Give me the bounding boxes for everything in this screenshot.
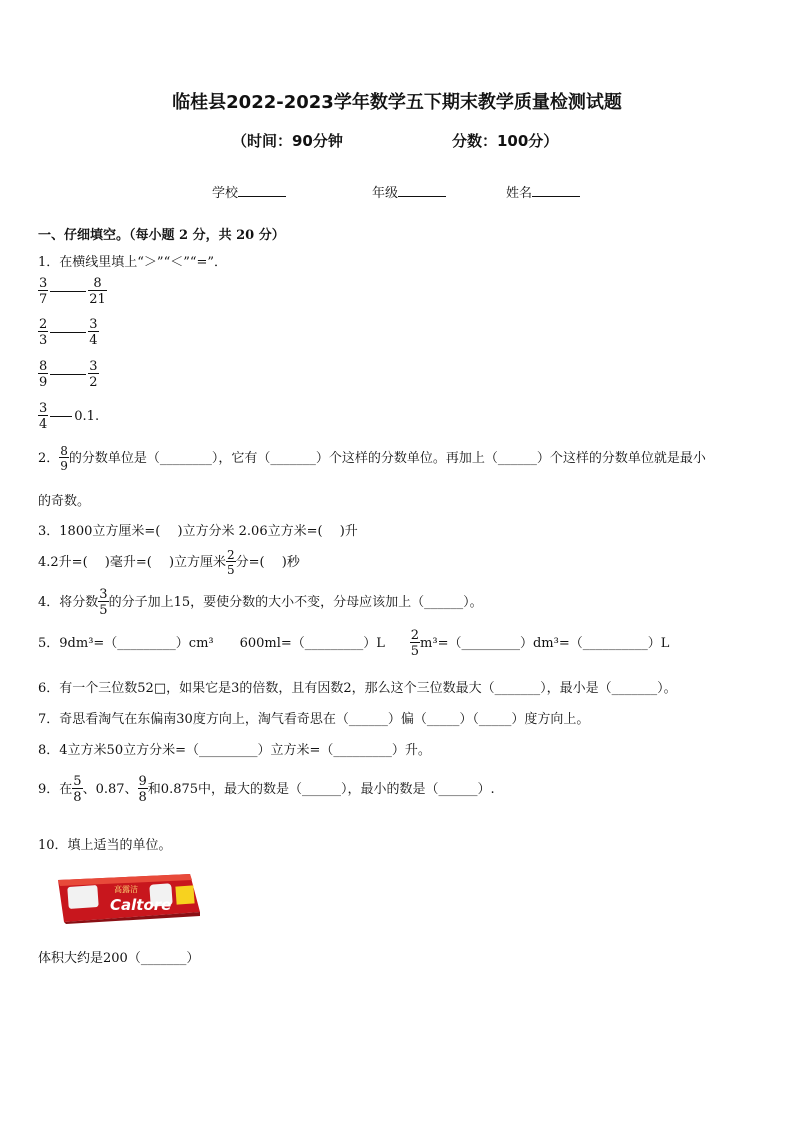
question-3-line2: 4.2升=( )毫升=( )立方厘米 $\frac{2}{5}$ 分=( )秒	[38, 548, 300, 577]
question-2-cont: 的奇数。	[38, 494, 91, 509]
toothpaste-cn-label: 高露洁	[114, 885, 138, 894]
name-field: 姓名	[506, 182, 580, 201]
compare-blank[interactable]	[50, 291, 86, 292]
question-9: 9．在 $\frac{5}{8}$ 、0.87、 $\frac{9}{8}$ 和0.875中，最大的数是（______），最小的数是（______）.	[38, 774, 495, 805]
compare-item-1: $\frac{3}{7}$ $\frac{8}{21}$	[39, 276, 106, 307]
school-field: 学校	[212, 182, 286, 201]
question-1: 1．在横线里填上“＞”“＜”“=”．	[38, 255, 228, 270]
compare-item-3: $\frac{8}{9}$ $\frac{3}{2}$	[39, 359, 98, 390]
question-2: 2． $\frac{8}{9}$ 的分数单位是（________），它有（_______）个这样的分数单位。再加上（______）个这样的分数单位就是最小	[38, 444, 706, 473]
name-blank[interactable]	[532, 183, 580, 197]
question-6: 6．有一个三位数52□，如果它是3的倍数，且有因数2，那么这个三位数最大（_______），最小是（_______）。	[38, 681, 677, 696]
grade-blank[interactable]	[398, 183, 446, 197]
compare-item-4: $\frac{3}{4}$ 0.1.	[39, 401, 100, 432]
question-5: 5．9dm³=（_________）cm³ 600ml=（_________）L $\frac{2}{5}$ m³=（_________）dm³=（__________）L	[38, 628, 670, 659]
compare-blank[interactable]	[50, 332, 86, 333]
section-heading: 一、仔细填空。（每小题 2 分，共 20 分）	[38, 228, 285, 243]
question-7: 7．奇思看淘气在东偏南30度方向上，淘气看奇思在（______）偏（_____）（_____）度方向上。	[38, 712, 590, 727]
question-3: 3．1800立方厘米=( )立方分米 2.06立方米=( )升	[38, 524, 358, 539]
question-10: 10．填上适当的单位。	[38, 838, 172, 853]
school-blank[interactable]	[238, 183, 286, 197]
compare-blank[interactable]	[50, 416, 72, 417]
toothpaste-box-image	[54, 872, 200, 924]
question-10-answer: 体积大约是200（_______）	[38, 951, 200, 966]
time-label: （时间：90分钟	[232, 132, 343, 150]
compare-item-2: $\frac{2}{3}$ $\frac{3}{4}$	[39, 317, 98, 348]
page-title: 临桂县2022-2023学年数学五下期末教学质量检测试题	[172, 92, 622, 113]
question-4: 4．将分数 $\frac{3}{5}$ 的分子加上15，要使分数的大小不变，分母应该加上（______）。	[38, 587, 483, 618]
toothpaste-brand: Caltore	[110, 896, 172, 914]
score-label: 分数：100分）	[452, 132, 559, 150]
grade-field: 年级	[372, 182, 446, 201]
compare-blank[interactable]	[50, 374, 86, 375]
question-8: 8．4立方米50立方分米=（_________）立方米=（_________）升。	[38, 743, 431, 758]
